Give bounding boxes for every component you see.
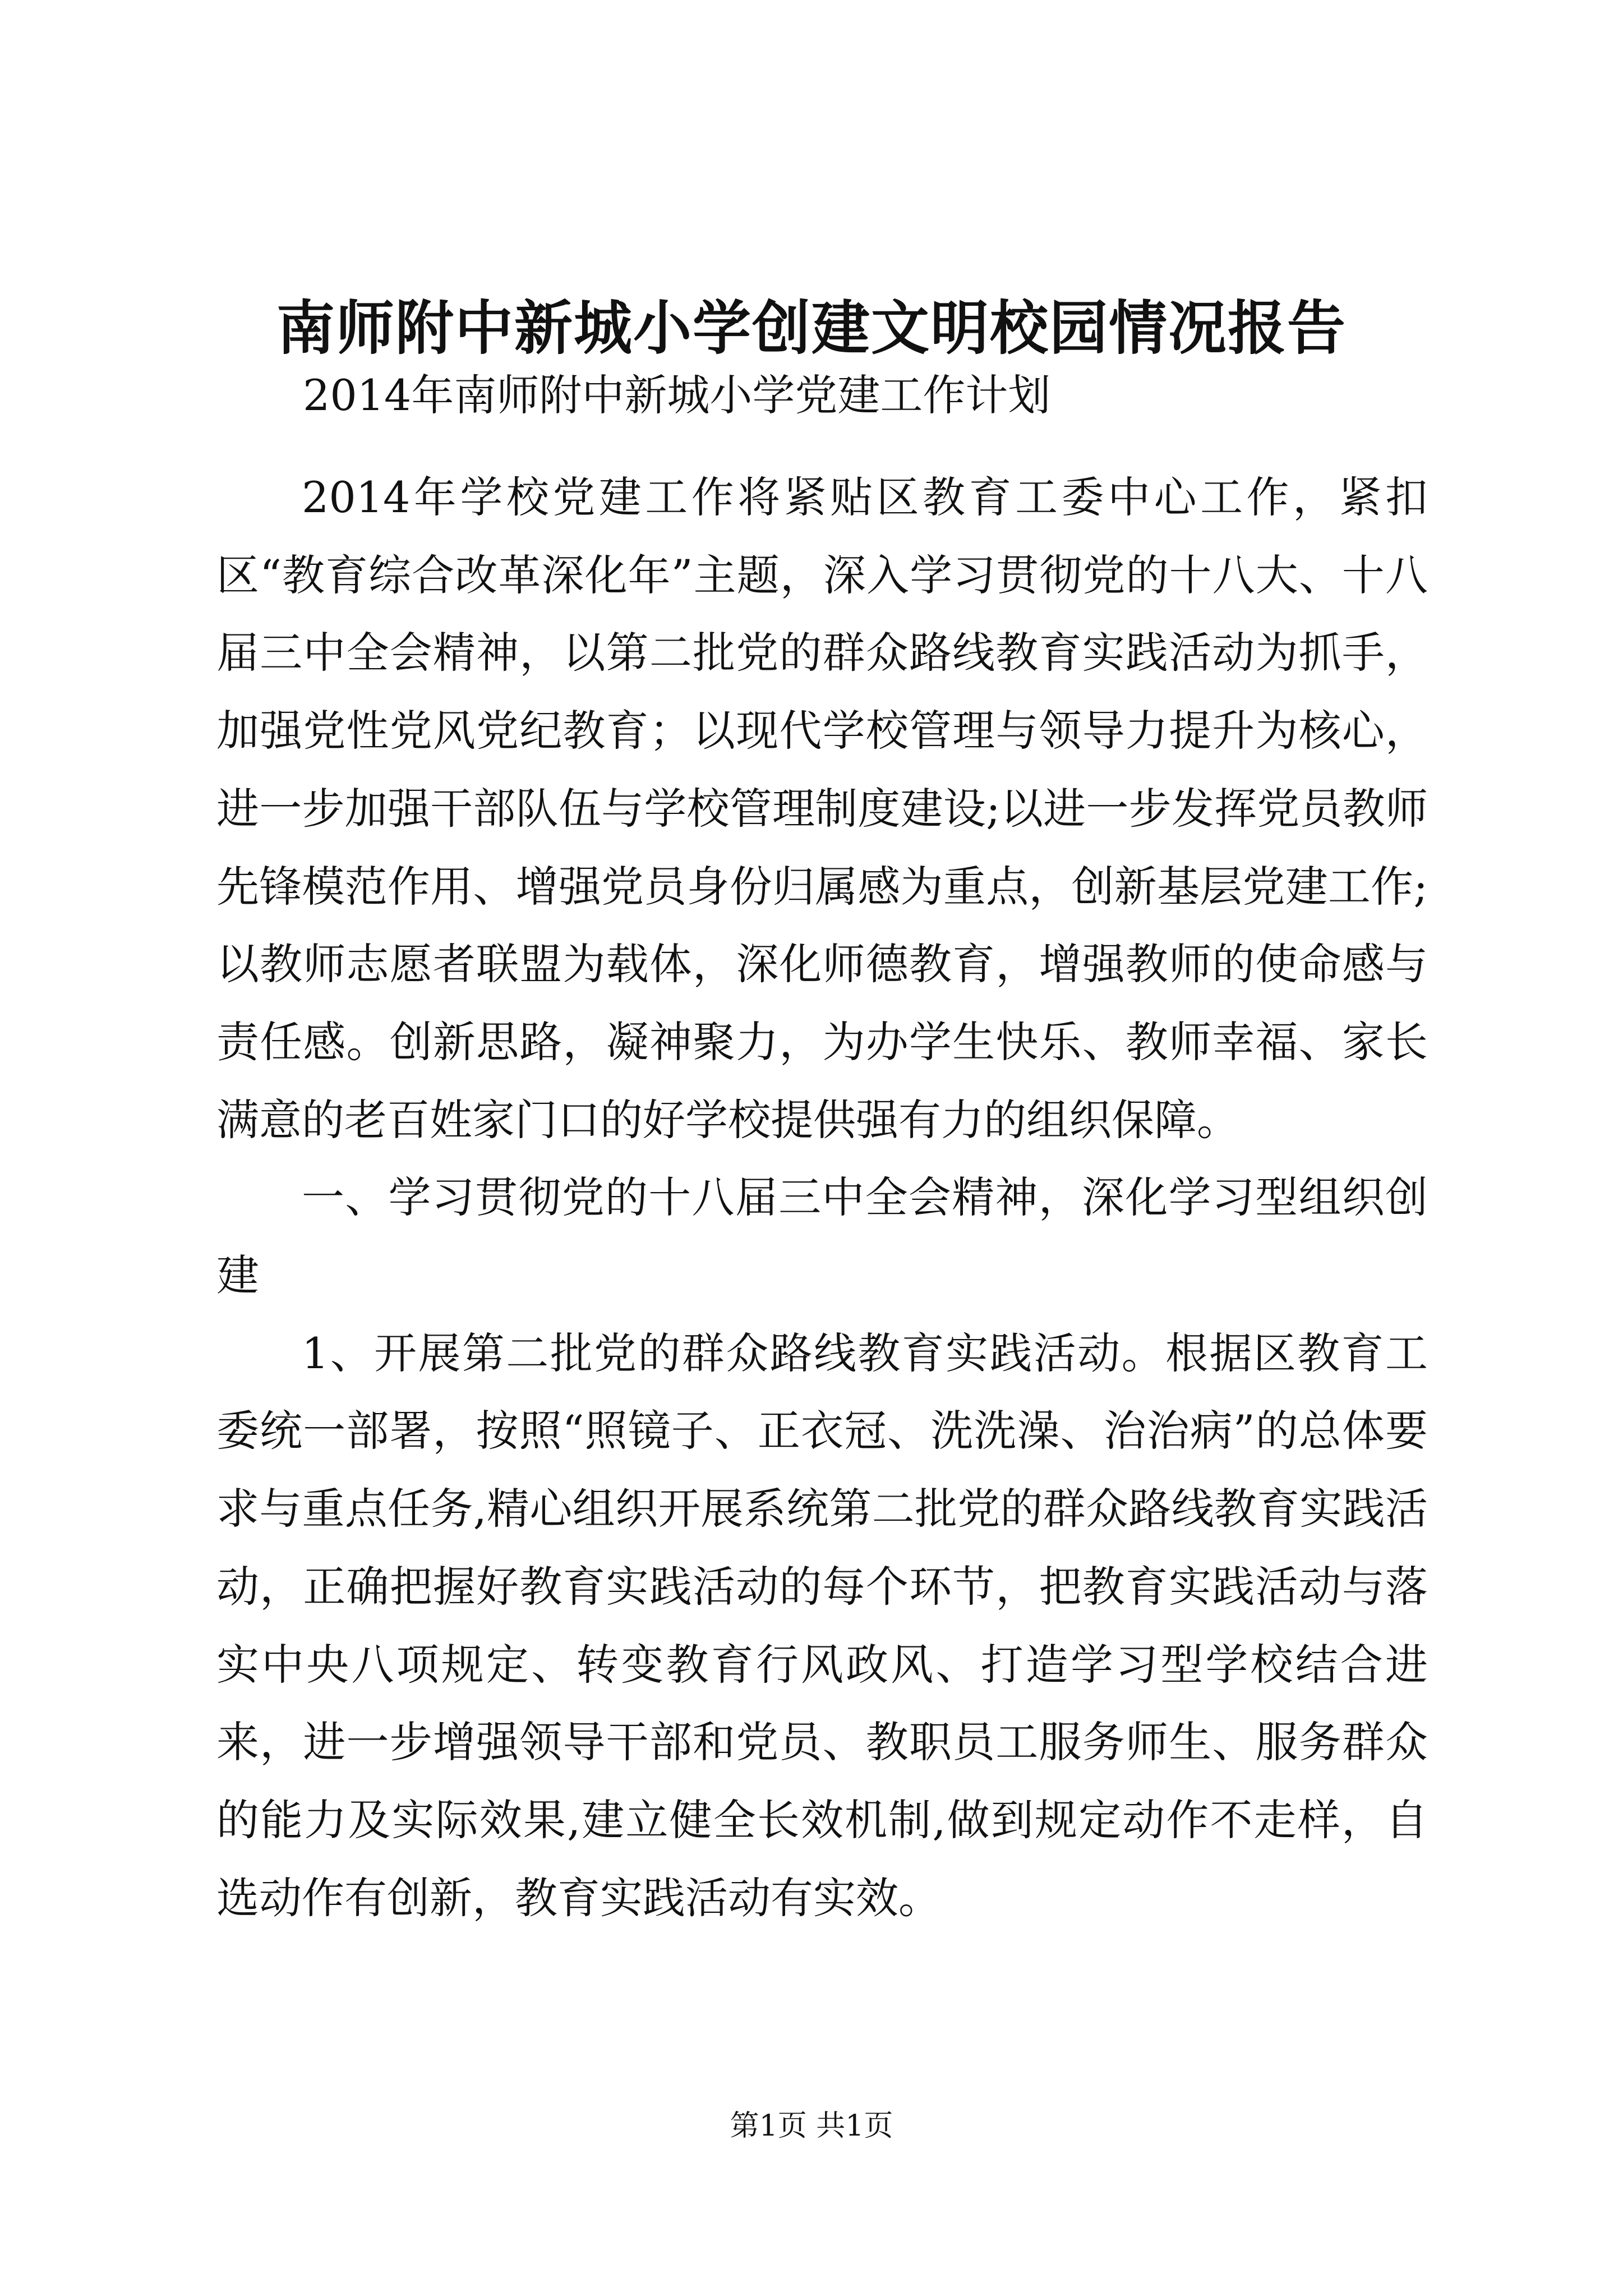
page-footer: 第1页 共1页: [730, 2109, 893, 2143]
document-title: 南师附中新城小学创建文明校园情况报告: [276, 293, 1347, 362]
document-body: [216, 459, 1428, 1937]
document-subtitle: 2014年南师附中新城小学党建工作计划: [303, 370, 1051, 420]
section-heading-1: 一、学习贯彻党的十八届三中全会精神，深化学习型组织创建: [216, 1172, 1428, 1301]
paragraph-item-1: 1、开展第二批党的群众路线教育实践活动。根据区教育工委统一部署，按照“照镜子、正衣冠、洗洗澡、治治病”的总体要求与重点任务,精心组织开展系统第二批党的群众路线教育实践活动，正确把握好教育实践活动的每个环节，把教育实践活动与落实中央八项规定、转变教育行风政风、打造学习型学校结合进来，进一步增强领导干部和党员、教职员工服务师生、服务群众的能力及实际效果,建立健全长效机制,做到规定动作不走样，自选动作有创新，教育实践活动有实效。: [216, 1328, 1428, 1923]
paragraph-intro: 2014年学校党建工作将紧贴区教育工委中心工作，紧扣区“教育综合改革深化年”主题，深入学习贯彻党的十八大、十八届三中全会精神，以第二批党的群众路线教育实践活动为抓手，加强党性党风党纪教育；以现代学校管理与领导力提升为核心，进一步加强干部队伍与学校管理制度建设;以进一步发挥党员教师先锋模范作用、增强党员身份归属感为重点，创新基层党建工作;以教师志愿者联盟为载体，深化师德教育，增强教师的使命感与责任感。创新思路，凝神聚力，为办学生快乐、教师幸福、家长满意的老百姓家门口的好学校提供强有力的组织保障。: [216, 472, 1428, 1145]
